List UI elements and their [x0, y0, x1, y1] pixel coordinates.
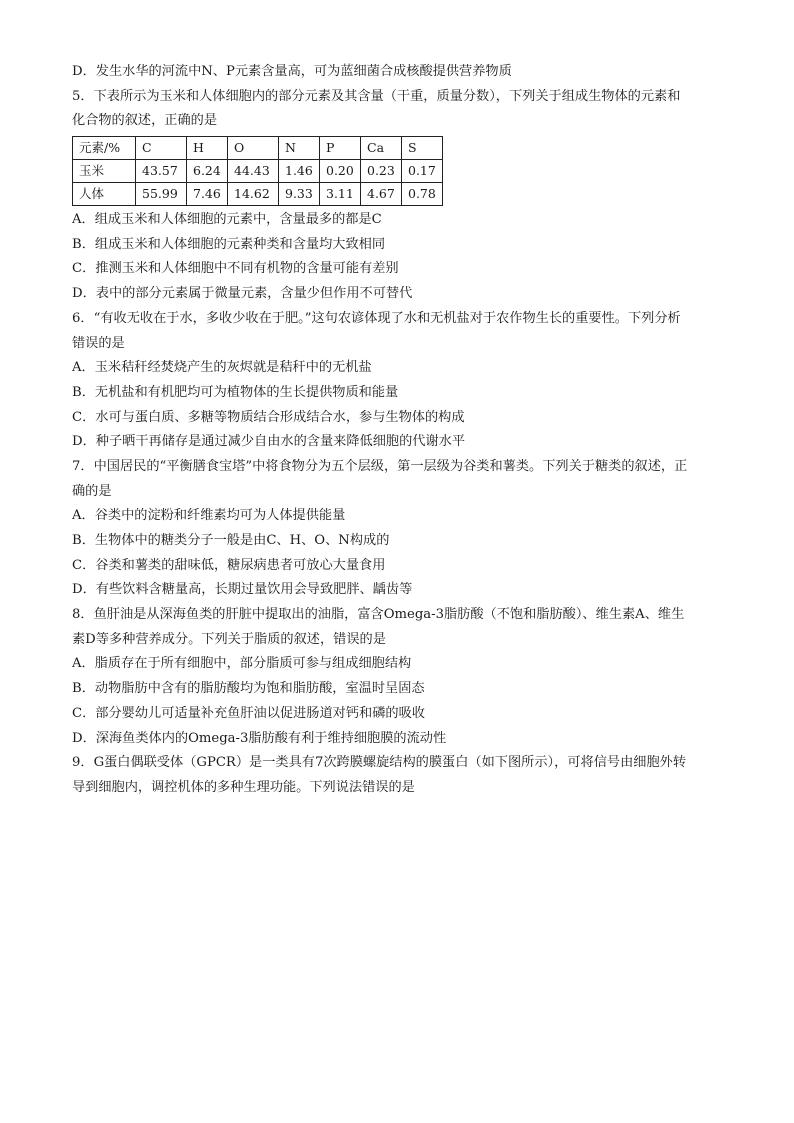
table-header-cell: Ca — [361, 137, 402, 160]
element-content-table — [72, 136, 443, 206]
q4-option-d: D．发生水华的河流中N、P元素含量高，可为蓝细菌合成核酸提供营养物质 — [72, 64, 512, 79]
q8-option-a: A．脂质存在于所有细胞中，部分脂质可参与组成细胞结构 — [72, 656, 412, 672]
q5-option-b: B．组成玉米和人体细胞的元素种类和含量均大致相同 — [72, 236, 386, 252]
q8-option-b: B．动物脂肪中含有的脂肪酸均为饱和脂肪酸，室温时呈固态 — [72, 681, 425, 697]
table-cell: 9.33 — [279, 183, 320, 206]
q6-option-a: A．玉米秸秆经焚烧产生的灰烬就是秸秆中的无机盐 — [72, 360, 372, 376]
table-cell: 0.23 — [361, 160, 402, 183]
q7-option-d: D．有些饮料含糖量高，长期过量饮用会导致肥胖、龋齿等 — [72, 582, 413, 598]
table-header-row — [73, 137, 443, 160]
q9-stem-line1: 9．G蛋白偶联受体（GPCR）是一类具有7次跨膜螺旋结构的膜蛋白（如下图所示），可将信号由细胞外转 — [72, 755, 687, 771]
q8-stem-line1: 8．鱼肝油是从深海鱼类的肝脏中提取出的油脂，富含Omega-3脂肪酸（不饱和脂肪酸）、维生素A、维生 — [72, 607, 685, 623]
q6-stem-line2: 错误的是 — [72, 335, 125, 351]
table-cell: 14.62 — [228, 183, 279, 206]
q7-stem-line1: 7．中国居民的“平衡膳食宝塔”中将食物分为五个层级，第一层级为谷类和薯类。下列关于糖类的叙述，正 — [72, 458, 688, 474]
table-header-cell: N — [279, 137, 320, 160]
table-cell: 6.24 — [187, 160, 228, 183]
q8-stem-line2: 素D等多种营养成分。下列关于脂质的叙述，错误的是 — [72, 631, 386, 647]
table-header-cell: C — [136, 137, 187, 160]
q6-option-d: D．种子晒干再储存是通过减少自由水的含量来降低细胞的代谢水平 — [72, 434, 466, 450]
q8-option-d: D．深海鱼类体内的Omega-3脂肪酸有利于维持细胞膜的流动性 — [72, 730, 447, 746]
q8-option-c: C．部分婴幼儿可适量补充鱼肝油以促进肠道对钙和磷的吸收 — [72, 705, 425, 721]
table-header-cell: S — [402, 137, 443, 160]
question-content — [72, 60, 722, 801]
table-cell: 人体 — [73, 183, 136, 206]
table-cell: 3.11 — [320, 183, 361, 206]
table-cell: 7.46 — [187, 183, 228, 206]
table-cell: 44.43 — [228, 160, 279, 183]
q6-option-b: B．无机盐和有机肥均可为植物体的生长提供物质和能量 — [72, 384, 399, 400]
q7-option-c: C．谷类和薯类的甜味低，糖尿病患者可放心大量食用 — [72, 557, 386, 573]
table-cell: 4.67 — [361, 183, 402, 206]
table-header-cell: O — [228, 137, 279, 160]
table-cell: 43.57 — [136, 160, 187, 183]
q5-stem-line1: 5．下表所示为玉米和人体细胞内的部分元素及其含量（干重，质量分数），下列关于组成生物体的元素和 — [72, 88, 681, 104]
table-cell: 0.20 — [320, 160, 361, 183]
q7-stem-line2: 确的是 — [72, 483, 112, 499]
q5-stem-line2: 化合物的叙述，正确的是 — [72, 113, 218, 129]
q5-option-d: D．表中的部分元素属于微量元素，含量少但作用不可替代 — [72, 286, 413, 302]
q6-option-c: C．水可与蛋白质、多糖等物质结合形成结合水，参与生物体的构成 — [72, 409, 465, 425]
q7-option-a: A．谷类中的淀粉和纤维素均可为人体提供能量 — [72, 508, 346, 524]
q7-option-b: B．生物体中的糖类分子一般是由C、H、O、N构成的 — [72, 533, 390, 548]
table-row — [73, 183, 443, 206]
table-cell: 1.46 — [279, 160, 320, 183]
q5-option-a: A．组成玉米和人体细胞的元素中，含量最多的都是C — [72, 212, 382, 228]
table-cell: 55.99 — [136, 183, 187, 206]
table-header-cell: H — [187, 137, 228, 160]
table-row — [73, 160, 443, 183]
table-cell: 玉米 — [73, 160, 136, 183]
q9-stem-line2: 导到细胞内，调控机体的多种生理功能。下列说法错误的是 — [72, 779, 415, 795]
table-cell: 0.17 — [402, 160, 443, 183]
q6-stem-line1: 6．“有收无收在于水，多收少收在于肥。”这句农谚体现了水和无机盐对于农作物生长的重要性。下列分析 — [72, 310, 681, 326]
table-header-cell: 元素/% — [73, 137, 136, 160]
table-cell: 0.78 — [402, 183, 443, 206]
table-header-cell: P — [320, 137, 361, 160]
q5-option-c: C．推测玉米和人体细胞中不同有机物的含量可能有差别 — [72, 261, 399, 277]
